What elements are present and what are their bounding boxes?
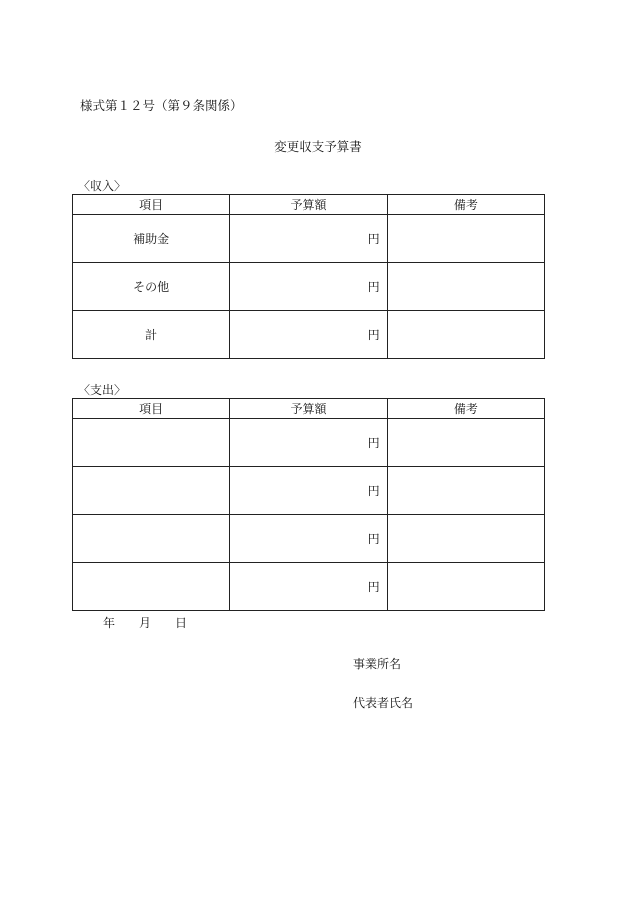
expense-table xyxy=(72,398,545,611)
amount-cell: 円 xyxy=(230,467,387,515)
header-item: 項目 xyxy=(73,399,230,419)
date-month: 月 xyxy=(139,616,152,630)
amount-cell: 円 xyxy=(230,263,387,311)
table-row xyxy=(73,263,545,311)
date-line xyxy=(103,614,187,631)
header-remarks: 備考 xyxy=(387,195,544,215)
amount-cell: 円 xyxy=(230,311,387,359)
date-year: 年 xyxy=(103,616,116,630)
remarks-cell xyxy=(387,419,544,467)
remarks-cell xyxy=(387,563,544,611)
amount-cell: 円 xyxy=(230,419,387,467)
item-cell xyxy=(73,467,230,515)
table-row xyxy=(73,215,545,263)
office-name-label: 事業所名 xyxy=(353,657,402,671)
income-section-label: 〈収入〉 xyxy=(78,179,127,193)
table-row xyxy=(73,419,545,467)
table-row xyxy=(73,467,545,515)
date-day: 日 xyxy=(175,616,188,630)
amount-cell: 円 xyxy=(230,215,387,263)
amount-cell: 円 xyxy=(230,563,387,611)
header-budget-amount: 予算額 xyxy=(230,399,387,419)
remarks-cell xyxy=(387,215,544,263)
item-cell xyxy=(73,419,230,467)
table-header-row xyxy=(73,399,545,419)
expense-section-label: 〈支出〉 xyxy=(78,383,127,397)
table-row xyxy=(73,515,545,563)
table-header-row xyxy=(73,195,545,215)
item-cell xyxy=(73,563,230,611)
item-cell: 補助金 xyxy=(73,215,230,263)
income-table xyxy=(72,194,545,359)
item-cell xyxy=(73,515,230,563)
document-title: 変更収支予算書 xyxy=(274,139,362,154)
header-budget-amount: 予算額 xyxy=(230,195,387,215)
amount-cell: 円 xyxy=(230,515,387,563)
table-row xyxy=(73,311,545,359)
table-row xyxy=(73,563,545,611)
item-cell: その他 xyxy=(73,263,230,311)
remarks-cell xyxy=(387,467,544,515)
representative-name-label: 代表者氏名 xyxy=(353,696,414,710)
header-item: 項目 xyxy=(73,195,230,215)
remarks-cell xyxy=(387,515,544,563)
form-number: 様式第１２号（第９条関係） xyxy=(80,98,243,113)
item-cell: 計 xyxy=(73,311,230,359)
remarks-cell xyxy=(387,263,544,311)
header-remarks: 備考 xyxy=(387,399,544,419)
remarks-cell xyxy=(387,311,544,359)
